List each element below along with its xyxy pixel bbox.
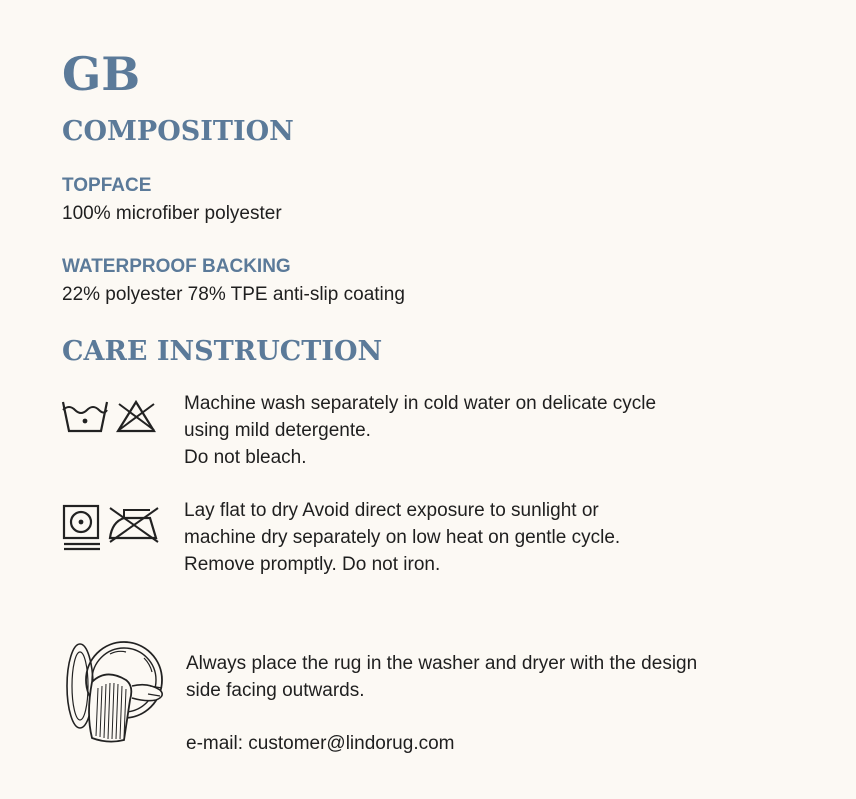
backing-label: WATERPROOF BACKING xyxy=(62,256,291,277)
washer-line: side facing outwards. xyxy=(186,680,365,701)
wash-line: using mild detergente. xyxy=(184,420,371,441)
dry-line: Lay flat to dry Avoid direct exposure to sunlight or xyxy=(184,500,599,521)
washer-instructions xyxy=(186,650,697,704)
composition-heading: COMPOSITION xyxy=(62,116,294,147)
care-heading: CARE INSTRUCTION xyxy=(62,336,383,367)
no-iron-icon xyxy=(106,504,162,544)
dry-instructions xyxy=(184,497,620,578)
wash-instructions xyxy=(184,390,656,471)
wash-line: Do not bleach. xyxy=(184,447,307,468)
washer-rug-illustration-icon xyxy=(62,640,174,750)
wash-30-icon xyxy=(60,396,112,436)
contact-email[interactable]: e-mail: customer@lindorug.com xyxy=(186,733,455,754)
no-bleach-icon xyxy=(112,396,160,436)
language-title: GB xyxy=(62,47,141,101)
dry-line: Remove promptly. Do not iron. xyxy=(184,554,441,575)
topface-value: 100% microfiber polyester xyxy=(62,203,282,224)
dry-line: machine dry separately on low heat on gentle cycle. xyxy=(184,527,621,548)
tumble-dry-low-flat-icon xyxy=(60,502,106,554)
topface-label: TOPFACE xyxy=(62,175,152,196)
wash-line: Machine wash separately in cold water on delicate cycle xyxy=(184,393,657,414)
washer-line: Always place the rug in the washer and dryer with the design xyxy=(186,653,698,674)
backing-value: 22% polyester 78% TPE anti-slip coating xyxy=(62,284,405,305)
